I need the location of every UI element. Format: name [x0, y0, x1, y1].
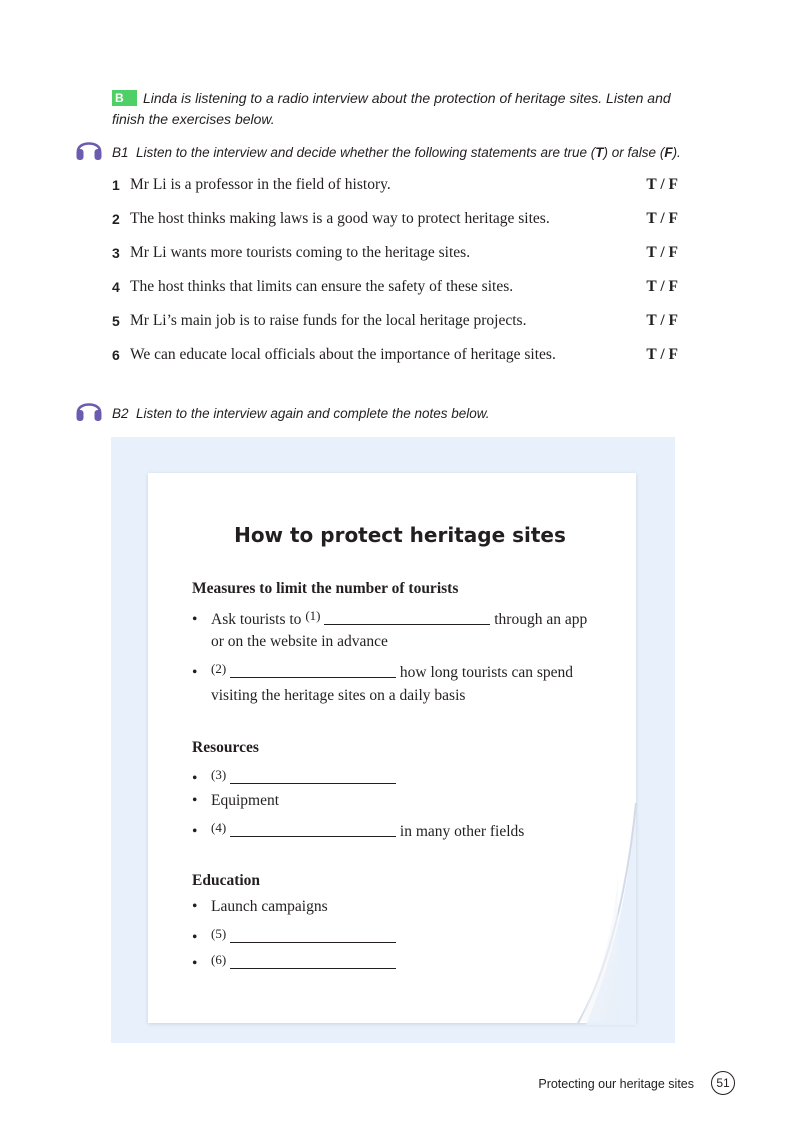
b1-instruction-mid: ) or false (: [603, 145, 665, 160]
statement-number: 6: [112, 347, 120, 363]
true-marker: T: [595, 145, 604, 160]
answer-blank[interactable]: [230, 822, 396, 837]
bullet-icon: •: [192, 955, 198, 972]
statement-text: We can educate local officials about the importance of heritage sites.: [130, 346, 556, 363]
statement-number: 2: [112, 211, 120, 227]
true-false-choice[interactable]: T / F: [646, 244, 678, 261]
note-item: [192, 817, 524, 843]
note-item: [192, 896, 328, 918]
true-false-choice[interactable]: T / F: [646, 176, 678, 193]
statement-text: The host thinks that limits can ensure the safety of these sites.: [130, 278, 514, 295]
note-continuation: or on the website in advance: [211, 633, 388, 650]
statement-row: [112, 276, 678, 298]
section-heading: Measures to limit the number of tourists: [192, 580, 459, 597]
notes-title: How to protect heritage sites: [234, 523, 566, 547]
bullet-icon: •: [192, 898, 198, 915]
b1-label: B1: [112, 145, 129, 160]
blank-number: (2): [211, 661, 227, 676]
bullet-icon: •: [192, 664, 198, 681]
statement-text: Mr Li is a professor in the field of history.: [130, 176, 391, 193]
note-text: how long tourists can spend: [399, 664, 573, 681]
statement-row: [112, 174, 678, 196]
blank-number: (3): [211, 767, 227, 782]
statement-text: Mr Li wants more tourists coming to the heritage sites.: [130, 244, 471, 261]
statement-text: Mr Li’s main job is to raise funds for the local heritage projects.: [130, 312, 527, 329]
note-text: Ask tourists to: [211, 611, 302, 628]
bullet-icon: •: [192, 770, 198, 787]
note-text: Launch campaigns: [211, 898, 328, 915]
statement-row: [112, 310, 678, 332]
b1-instruction-end: ).: [672, 145, 681, 160]
statement-number: 3: [112, 245, 120, 261]
true-false-choice[interactable]: T / F: [646, 210, 678, 227]
statement-row: [112, 344, 678, 366]
section-b-intro-text: Linda is listening to a radio interview about the protection of heritage sites. Listen and finish the exercises below.: [112, 90, 671, 127]
note-text: in many other fields: [399, 823, 525, 840]
note-text: Equipment: [211, 792, 280, 809]
statement-number: 1: [112, 177, 120, 193]
false-marker: F: [664, 145, 673, 160]
bullet-icon: •: [192, 823, 198, 840]
section-heading: Education: [192, 872, 261, 889]
statement-row: [112, 242, 678, 264]
chapter-footer: Protecting our heritage sites: [538, 1077, 694, 1091]
section-heading: Resources: [192, 739, 259, 756]
b2-instruction-text: Listen to the interview again and complete the notes below.: [136, 406, 490, 421]
b1-instruction-text: Listen to the interview and decide whether the following statements are true (: [136, 145, 596, 160]
note-continuation: visiting the heritage sites on a daily basis: [211, 687, 466, 704]
blank-number: (5): [211, 926, 227, 941]
note-item: [192, 764, 396, 790]
answer-blank[interactable]: [324, 610, 490, 625]
b2-instruction: [112, 404, 490, 424]
note-item: [192, 923, 396, 949]
blank-number: (1): [305, 608, 321, 623]
bullet-icon: •: [192, 611, 198, 628]
answer-blank[interactable]: [230, 954, 396, 969]
note-text: through an app: [494, 611, 588, 628]
note-item: [192, 658, 573, 684]
page-number: 51: [711, 1071, 735, 1095]
statement-text: The host thinks making laws is a good way to protect heritage sites.: [130, 210, 550, 227]
statement-row: [112, 208, 678, 230]
headphones-icon[interactable]: [74, 134, 104, 162]
note-item: [192, 949, 396, 975]
true-false-choice[interactable]: T / F: [646, 346, 678, 363]
answer-blank[interactable]: [230, 928, 396, 943]
section-b-badge: B: [112, 90, 137, 106]
true-false-choice[interactable]: T / F: [646, 278, 678, 295]
true-false-choice[interactable]: T / F: [646, 312, 678, 329]
bullet-icon: •: [192, 929, 198, 946]
answer-blank[interactable]: [230, 663, 396, 678]
b2-label: B2: [112, 406, 129, 421]
note-item: [192, 605, 587, 631]
blank-number: (4): [211, 820, 227, 835]
section-b-intro: [112, 88, 672, 130]
blank-number: (6): [211, 952, 227, 967]
note-item: [192, 790, 279, 812]
statement-number: 5: [112, 313, 120, 329]
answer-blank[interactable]: [230, 769, 396, 784]
headphones-icon[interactable]: [74, 395, 104, 423]
statement-number: 4: [112, 279, 120, 295]
bullet-icon: •: [192, 792, 198, 809]
b1-instruction: [112, 143, 681, 163]
